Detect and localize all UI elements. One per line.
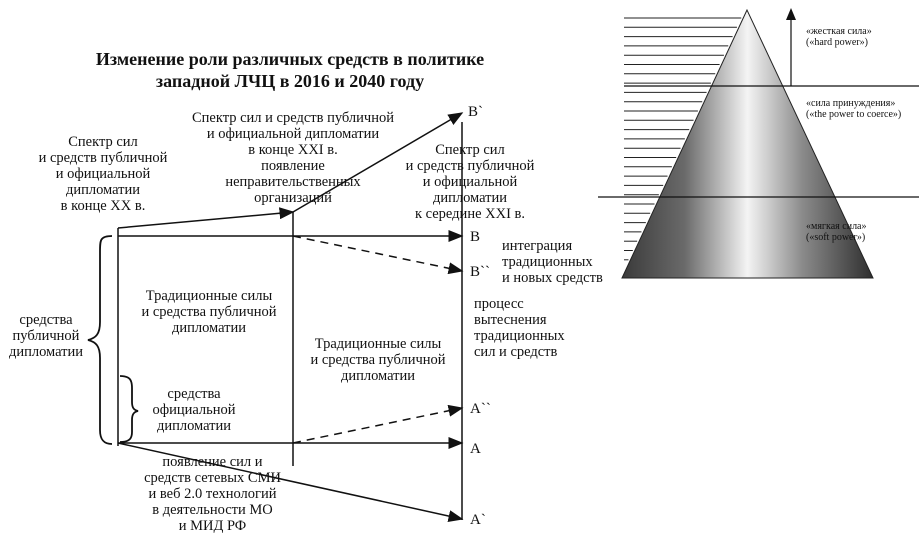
pyramid-axis-arrow [786, 8, 796, 20]
title-line2: западной ЛЧЦ в 2016 и 2040 году [155, 71, 425, 91]
label-integration: интеграция традиционных и новых средств [502, 238, 603, 286]
point-a-prime: A` [470, 512, 486, 528]
arrow-a-dprime [293, 408, 462, 443]
diagram-title [40, 48, 540, 92]
pyramid-label-hard: «жесткая сила» («hard power») [806, 26, 872, 48]
point-a-dprime: A`` [470, 401, 491, 417]
label-displacement: процесс вытеснения традиционных сил и средств [474, 296, 565, 360]
label-spectrum-end-20: Спектр сил и средств публичной и официальной дипломатии в конце XX в. [38, 134, 168, 214]
arrow-b-dprime [293, 236, 462, 271]
pyramid-label-coerce: «сила принуждения» («the power to coerce») [806, 98, 902, 120]
label-spectrum-end-21: Спектр сил и средств публичной и официальной дипломатии в конце XXI в. появление неправительственных организаций [192, 110, 394, 206]
point-b-dprime: B`` [470, 264, 490, 280]
point-b-prime: B` [468, 104, 483, 120]
label-public-diplomacy-means: средства публичной дипломатии [8, 312, 84, 360]
label-official-diplomacy-means: средства официальной дипломатии [152, 386, 236, 434]
arrow-top-left [118, 212, 293, 228]
label-traditional-2: Традиционные силы и средства публичной дипломатии [310, 336, 446, 384]
point-a: A [470, 441, 481, 457]
pyramid-label-soft: «мягкая сила» («soft power») [806, 221, 867, 243]
label-network-media: появление сил и средств сетевых СМИ и веб 2.0 технологий в деятельности МО и МИД РФ [144, 454, 281, 534]
point-b: B [470, 229, 481, 245]
title-line1: Изменение роли различных средств в политике [95, 49, 485, 69]
label-traditional-1: Традиционные силы и средства публичной дипломатии [141, 288, 277, 336]
label-spectrum-mid-21: Спектр сил и средств публичной и официальной дипломатии к середине XXI в. [405, 142, 535, 222]
